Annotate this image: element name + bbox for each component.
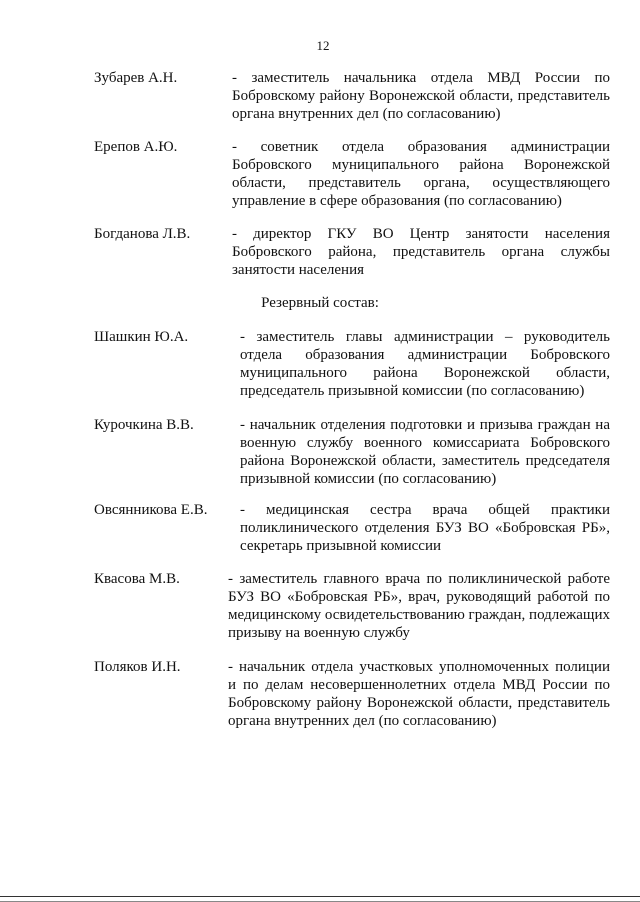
member-description: - заместитель главного врача по поликлинической работе БУЗ ВО «Бобровская РБ», врач, руководящий работой по медицинскому освидетельствованию граждан, подлежащих призыву на военную службу [228, 571, 611, 641]
member-name: Богданова Л.В. [94, 226, 191, 242]
member-description: - заместитель главы администрации – руководитель отдела образования администрации Бобровского муниципального района Воронежской области, председатель призывной комиссии (по согласованию) [240, 329, 610, 399]
member-name: Поляков И.Н. [94, 659, 181, 675]
member-description: - заместитель начальника отдела МВД России по Бобровскому району Воронежской области, представитель органа внутренних дел (по согласованию) [232, 70, 610, 122]
member-name: Квасова М.В. [94, 571, 180, 587]
member-description: - советник отдела образования администрации Бобровского муниципального района Воронежской области, представитель органа, осуществляющего управление в сфере образования (по согласованию) [232, 139, 610, 209]
member-description: - начальник отделения подготовки и призыва граждан на военную службу военного комиссариата Бобровского района Воронежской области, заместитель председателя призывной комиссии (по согласованию) [240, 417, 610, 487]
member-name: Ерепов А.Ю. [94, 139, 178, 155]
reserve-heading: Резервный состав: [261, 295, 379, 311]
member-name: Шашкин Ю.А. [94, 329, 189, 345]
member-name: Овсянникова Е.В. [94, 502, 208, 518]
member-description: - директор ГКУ ВО Центр занятости населения Бобровского района, представитель органа службы занятости населения [232, 226, 610, 278]
member-description: - медицинская сестра врача общей практики поликлинического отделения БУЗ ВО «Бобровская РБ», секретарь призывной комиссии [240, 502, 610, 554]
member-description: - начальник отдела участковых уполномоченных полиции и по делам несовершеннолетних отдела МВД России по Бобровскому району Воронежской области, представитель органа внутренних дел (по согласованию) [228, 659, 610, 729]
member-name: Зубарев А.Н. [94, 70, 178, 86]
member-name: Курочкина В.В. [94, 417, 194, 433]
page-number: 12 [316, 38, 330, 53]
bottom-divider [0, 896, 640, 897]
